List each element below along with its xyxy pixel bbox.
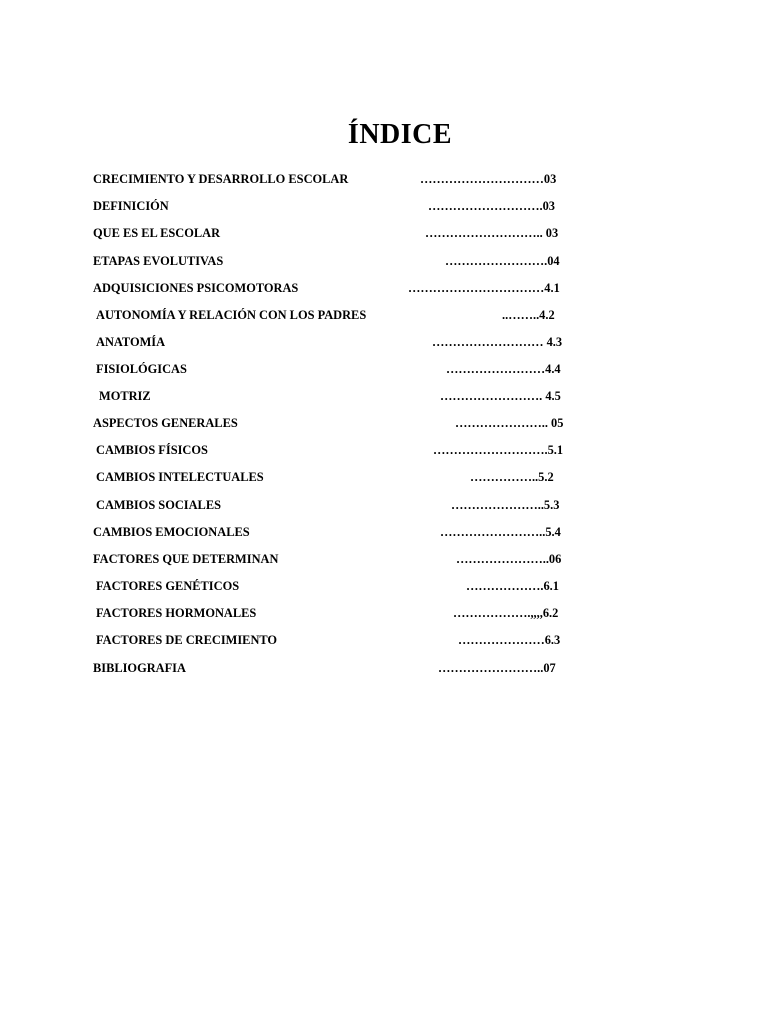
toc-entry-page: ……………………….. 03 bbox=[425, 226, 559, 240]
toc-entry bbox=[0, 307, 768, 323]
toc-entry bbox=[0, 171, 768, 187]
toc-entry bbox=[0, 334, 768, 350]
toc-entry-label: BIBLIOGRAFIA bbox=[93, 661, 186, 675]
toc-entry-label: DEFINICIÓN bbox=[93, 199, 169, 213]
toc-entry-label: FACTORES DE CRECIMIENTO bbox=[96, 633, 278, 647]
toc-entry bbox=[0, 469, 768, 485]
toc-entry bbox=[0, 388, 768, 404]
toc-entry-page: ……………………. 4.5 bbox=[440, 389, 561, 403]
toc-entry bbox=[0, 280, 768, 296]
toc-entry-label: CAMBIOS EMOCIONALES bbox=[93, 525, 250, 539]
toc-entry-label: CAMBIOS INTELECTUALES bbox=[96, 470, 264, 484]
toc-entry bbox=[0, 225, 768, 241]
toc-entry-page: …………………6.3 bbox=[458, 633, 561, 647]
toc-entry-page: ……………………….5.1 bbox=[433, 443, 564, 457]
toc-entry-page: ……………………..07 bbox=[438, 661, 556, 675]
toc-entry-page: …………………………03 bbox=[420, 172, 557, 186]
toc-entry-page: ……………………4.4 bbox=[446, 362, 561, 376]
toc-entry-page: …………………….04 bbox=[445, 254, 560, 268]
toc-entry-label: ADQUISICIONES PSICOMOTORAS bbox=[93, 281, 299, 295]
toc-entry bbox=[0, 497, 768, 513]
toc-entry-label: FACTORES HORMONALES bbox=[96, 606, 257, 620]
toc-entry-page: ……………….6.1 bbox=[466, 579, 559, 593]
toc-entry-label: CAMBIOS FÍSICOS bbox=[96, 443, 208, 457]
toc-entry-label: ANATOMÍA bbox=[96, 335, 166, 349]
toc-entry-label: ASPECTOS GENERALES bbox=[93, 416, 238, 430]
toc-entry bbox=[0, 524, 768, 540]
toc-entry-label: FISIOLÓGICAS bbox=[96, 362, 187, 376]
toc-entry-label: CRECIMIENTO Y DESARROLLO ESCOLAR bbox=[93, 172, 349, 186]
toc-entry bbox=[0, 605, 768, 621]
toc-entry-label: AUTONOMÍA Y RELACIÓN CON LOS PADRES bbox=[96, 308, 367, 322]
toc-entry bbox=[0, 442, 768, 458]
toc-entry-page: ……………………..5.4 bbox=[440, 525, 561, 539]
toc-entry-page: …………………..5.3 bbox=[451, 498, 560, 512]
toc-entry-page: ……………….,,,,6.2 bbox=[453, 606, 559, 620]
toc-entry bbox=[0, 632, 768, 648]
toc-entry-page: ………………….. 05 bbox=[455, 416, 564, 430]
toc-entry-label: CAMBIOS SOCIALES bbox=[96, 498, 221, 512]
toc-entry-page: ..……..4.2 bbox=[502, 308, 555, 322]
toc-entry-page: ……………………………4.1 bbox=[408, 281, 560, 295]
toc-entry bbox=[0, 551, 768, 567]
toc-entry-page: ……………………… 4.3 bbox=[432, 335, 563, 349]
toc-entry-label: FACTORES QUE DETERMINAN bbox=[93, 552, 279, 566]
toc-entry bbox=[0, 253, 768, 269]
toc-entry-label: QUE ES EL ESCOLAR bbox=[93, 226, 221, 240]
toc-entry-page: ……………..5.2 bbox=[470, 470, 554, 484]
toc-entry-label: FACTORES GENÉTICOS bbox=[96, 579, 240, 593]
toc-entry bbox=[0, 198, 768, 214]
toc-entry-label: ETAPAS EVOLUTIVAS bbox=[93, 254, 224, 268]
toc-entry bbox=[0, 660, 768, 676]
toc-entry bbox=[0, 415, 768, 431]
toc-entry bbox=[0, 361, 768, 377]
toc-entry bbox=[0, 578, 768, 594]
toc-entry-page: ……………………….03 bbox=[428, 199, 556, 213]
page-title: ÍNDICE bbox=[347, 118, 453, 150]
toc-entry-label: MOTRIZ bbox=[99, 389, 151, 403]
toc-entry-page: …………………..06 bbox=[456, 552, 562, 566]
